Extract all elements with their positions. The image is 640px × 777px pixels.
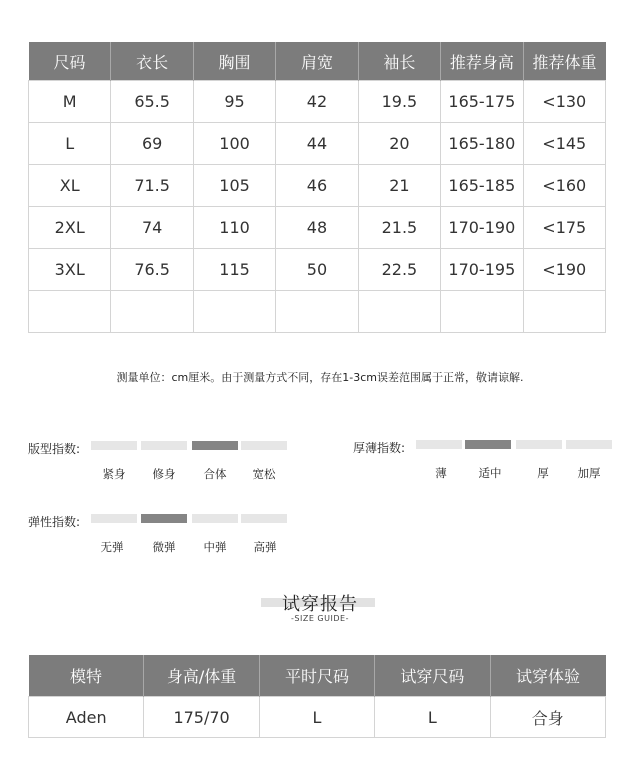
elasticity-index-label: 弹性指数: <box>28 515 81 529</box>
table-cell: L <box>375 697 490 738</box>
table-cell: 175/70 <box>144 697 259 738</box>
thickness-option: 厚 <box>537 466 549 480</box>
table-row <box>29 207 606 249</box>
table-row <box>29 123 606 165</box>
elasticity-bar-4 <box>241 514 287 523</box>
table-row <box>29 697 606 738</box>
table-row-empty <box>29 291 606 333</box>
header-rec-height: 推荐身高 <box>441 42 523 81</box>
table-row <box>29 165 606 207</box>
table-cell <box>29 291 111 333</box>
fit-option: 紧身 <box>102 467 126 481</box>
table-cell: 170-195 <box>441 249 523 291</box>
table-cell: <145 <box>523 123 605 165</box>
header-tried-size: 试穿尺码 <box>375 655 490 697</box>
elasticity-option: 高弹 <box>253 540 277 554</box>
thickness-index <box>353 439 623 483</box>
fit-bar-4 <box>241 441 287 450</box>
thickness-bar-4 <box>566 440 612 449</box>
table-cell: 76.5 <box>111 249 193 291</box>
header-chest: 胸围 <box>193 42 275 81</box>
header-size: 尺码 <box>29 42 111 81</box>
elasticity-index <box>28 513 298 557</box>
elasticity-bar-2-selected <box>141 514 187 523</box>
header-sleeve: 袖长 <box>358 42 440 81</box>
thickness-bar-2-selected <box>465 440 511 449</box>
table-cell: L <box>259 697 374 738</box>
table-cell: 165-180 <box>441 123 523 165</box>
thickness-index-label: 厚薄指数: <box>353 441 406 455</box>
table-cell: 44 <box>276 123 358 165</box>
table-cell <box>523 291 605 333</box>
elasticity-bar-1 <box>91 514 137 523</box>
thickness-option: 薄 <box>435 466 447 480</box>
thickness-bar-3 <box>516 440 562 449</box>
fit-option: 宽松 <box>252 467 276 481</box>
fit-option: 修身 <box>152 467 176 481</box>
thickness-option: 加厚 <box>577 466 601 480</box>
table-cell: 95 <box>193 81 275 123</box>
elasticity-option: 微弹 <box>152 540 176 554</box>
table-cell: 20 <box>358 123 440 165</box>
header-experience: 试穿体验 <box>490 655 605 697</box>
table-cell: <130 <box>523 81 605 123</box>
header-model: 模特 <box>29 655 144 697</box>
thickness-option: 适中 <box>478 466 502 480</box>
fitting-header-row <box>29 655 606 697</box>
table-cell <box>441 291 523 333</box>
header-length: 衣长 <box>111 42 193 81</box>
table-cell <box>276 291 358 333</box>
fit-bar-1 <box>91 441 137 450</box>
table-row <box>29 81 606 123</box>
fit-bar-3-selected <box>192 441 238 450</box>
header-height-weight: 身高/体重 <box>144 655 259 697</box>
table-cell: 42 <box>276 81 358 123</box>
table-cell: 21 <box>358 165 440 207</box>
table-cell: 69 <box>111 123 193 165</box>
fit-bar-2 <box>141 441 187 450</box>
table-cell: 3XL <box>29 249 111 291</box>
table-cell: 115 <box>193 249 275 291</box>
measurement-note: 测量单位：cm厘米。由于测量方式不同，存在1-3cm误差范围属于正常，敬请谅解. <box>116 371 524 384</box>
table-cell: 2XL <box>29 207 111 249</box>
table-cell: 165-175 <box>441 81 523 123</box>
report-heading <box>0 590 640 630</box>
table-cell: 74 <box>111 207 193 249</box>
table-cell: 21.5 <box>358 207 440 249</box>
table-cell: 65.5 <box>111 81 193 123</box>
table-cell: <190 <box>523 249 605 291</box>
table-cell <box>193 291 275 333</box>
elasticity-bar-3 <box>192 514 238 523</box>
table-cell <box>358 291 440 333</box>
table-cell: 110 <box>193 207 275 249</box>
table-cell: Aden <box>29 697 144 738</box>
fit-index <box>28 440 298 484</box>
table-cell: 22.5 <box>358 249 440 291</box>
header-usual-size: 平时尺码 <box>259 655 374 697</box>
table-cell: M <box>29 81 111 123</box>
table-cell: 170-190 <box>441 207 523 249</box>
table-cell: <160 <box>523 165 605 207</box>
thickness-bar-1 <box>416 440 462 449</box>
table-cell: 46 <box>276 165 358 207</box>
size-chart-header-row <box>29 42 606 81</box>
elasticity-option: 中弹 <box>203 540 227 554</box>
header-rec-weight: 推荐体重 <box>523 42 605 81</box>
table-cell: 50 <box>276 249 358 291</box>
fit-option: 合体 <box>203 467 227 481</box>
table-cell <box>111 291 193 333</box>
table-cell: 105 <box>193 165 275 207</box>
fitting-report-table <box>28 655 606 738</box>
table-cell: 100 <box>193 123 275 165</box>
report-subtitle: -SIZE GUIDE- <box>291 614 349 623</box>
table-cell: 48 <box>276 207 358 249</box>
header-shoulder: 肩宽 <box>276 42 358 81</box>
table-cell: 19.5 <box>358 81 440 123</box>
report-title: 试穿报告 <box>282 594 358 615</box>
elasticity-option: 无弹 <box>100 540 124 554</box>
table-cell: 165-185 <box>441 165 523 207</box>
fit-index-label: 版型指数: <box>28 442 81 456</box>
table-cell: 71.5 <box>111 165 193 207</box>
table-row <box>29 249 606 291</box>
table-cell: 合身 <box>490 697 605 738</box>
table-cell: <175 <box>523 207 605 249</box>
table-cell: XL <box>29 165 111 207</box>
size-chart-table <box>28 42 606 333</box>
table-cell: L <box>29 123 111 165</box>
